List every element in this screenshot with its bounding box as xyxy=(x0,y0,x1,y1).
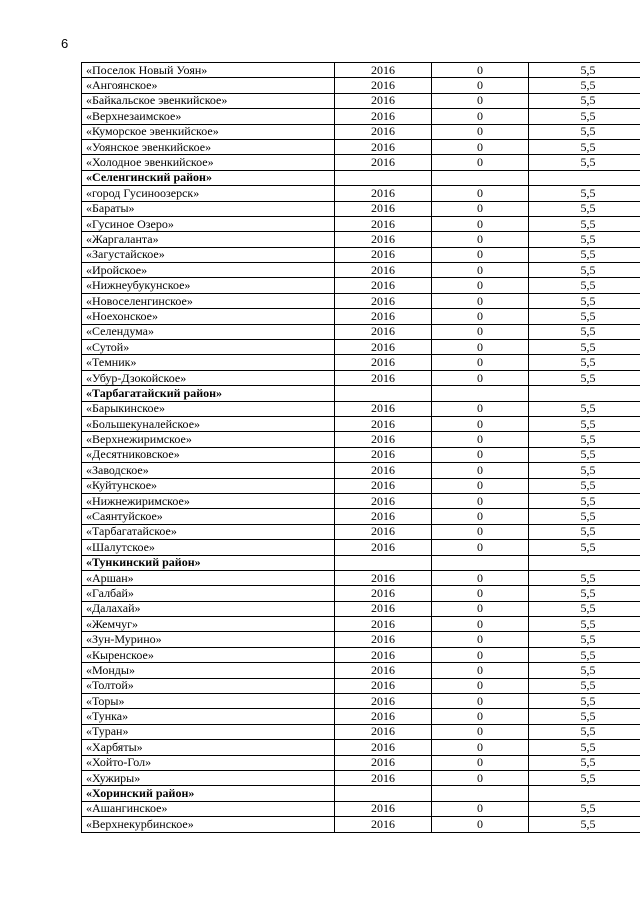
municipality-name-cell: «Заводское» xyxy=(82,463,335,478)
municipality-name-cell: «Нижнеубукунское» xyxy=(82,278,335,293)
municipality-name-cell: «Тункинский район» xyxy=(82,555,335,570)
value-cell: 0 xyxy=(432,324,529,339)
value-cell: 0 xyxy=(432,370,529,385)
municipality-name-cell: «Хужиры» xyxy=(82,770,335,785)
municipality-name-cell: «Селендума» xyxy=(82,324,335,339)
rate-cell: 5,5 xyxy=(529,540,640,555)
table-row xyxy=(82,416,640,431)
rate-cell: 5,5 xyxy=(529,78,640,93)
value-cell: 0 xyxy=(432,632,529,647)
rate-cell: 5,5 xyxy=(529,724,640,739)
district-header-row xyxy=(82,786,640,801)
value-cell: 0 xyxy=(432,232,529,247)
table-row xyxy=(82,186,640,201)
value-cell: 0 xyxy=(432,617,529,632)
value-cell: 0 xyxy=(432,447,529,462)
rate-cell xyxy=(529,555,640,570)
rate-cell: 5,5 xyxy=(529,432,640,447)
rate-cell: 5,5 xyxy=(529,647,640,662)
municipality-name-cell: «Аршан» xyxy=(82,570,335,585)
table-row xyxy=(82,293,640,308)
value-cell: 0 xyxy=(432,278,529,293)
table-row xyxy=(82,432,640,447)
table-row xyxy=(82,709,640,724)
table-row xyxy=(82,232,640,247)
value-cell: 0 xyxy=(432,694,529,709)
municipality-name-cell: «Тарбагатайское» xyxy=(82,524,335,539)
year-cell: 2016 xyxy=(335,570,432,585)
rate-cell: 5,5 xyxy=(529,463,640,478)
table-row xyxy=(82,370,640,385)
rate-cell: 5,5 xyxy=(529,401,640,416)
table-body xyxy=(82,63,640,833)
municipality-name-cell: «Хоринский район» xyxy=(82,786,335,801)
year-cell: 2016 xyxy=(335,324,432,339)
year-cell: 2016 xyxy=(335,478,432,493)
rate-cell: 5,5 xyxy=(529,601,640,616)
table-row xyxy=(82,93,640,108)
year-cell: 2016 xyxy=(335,509,432,524)
year-cell: 2016 xyxy=(335,139,432,154)
year-cell: 2016 xyxy=(335,540,432,555)
rate-cell: 5,5 xyxy=(529,524,640,539)
table-row xyxy=(82,801,640,816)
table-row xyxy=(82,740,640,755)
municipality-name-cell: «Ноехонское» xyxy=(82,309,335,324)
table-row xyxy=(82,770,640,785)
rate-cell: 5,5 xyxy=(529,478,640,493)
rate-cell: 5,5 xyxy=(529,709,640,724)
value-cell: 0 xyxy=(432,201,529,216)
value-cell: 0 xyxy=(432,663,529,678)
value-cell: 0 xyxy=(432,540,529,555)
year-cell: 2016 xyxy=(335,370,432,385)
year-cell xyxy=(335,786,432,801)
rate-cell: 5,5 xyxy=(529,801,640,816)
value-cell xyxy=(432,170,529,185)
rate-cell: 5,5 xyxy=(529,93,640,108)
value-cell: 0 xyxy=(432,216,529,231)
year-cell: 2016 xyxy=(335,601,432,616)
rate-cell: 5,5 xyxy=(529,186,640,201)
table-row xyxy=(82,401,640,416)
rate-cell: 5,5 xyxy=(529,509,640,524)
municipality-name-cell: «Торы» xyxy=(82,694,335,709)
table-row xyxy=(82,694,640,709)
table-row xyxy=(82,632,640,647)
value-cell: 0 xyxy=(432,293,529,308)
value-cell: 0 xyxy=(432,109,529,124)
municipality-name-cell: «Саянтуйское» xyxy=(82,509,335,524)
table-row xyxy=(82,493,640,508)
rate-cell: 5,5 xyxy=(529,617,640,632)
value-cell: 0 xyxy=(432,401,529,416)
table-row xyxy=(82,78,640,93)
district-header-row xyxy=(82,170,640,185)
page-number: 6 xyxy=(61,36,69,51)
municipality-name-cell: «Далахай» xyxy=(82,601,335,616)
municipality-name-cell: «Куморское эвенкийское» xyxy=(82,124,335,139)
year-cell xyxy=(335,555,432,570)
value-cell: 0 xyxy=(432,93,529,108)
rate-cell: 5,5 xyxy=(529,493,640,508)
value-cell: 0 xyxy=(432,478,529,493)
year-cell: 2016 xyxy=(335,755,432,770)
municipality-name-cell: «Поселок Новый Уоян» xyxy=(82,63,335,78)
rate-cell: 5,5 xyxy=(529,216,640,231)
year-cell: 2016 xyxy=(335,232,432,247)
value-cell: 0 xyxy=(432,817,529,832)
municipality-name-cell: «Куйтунское» xyxy=(82,478,335,493)
table-row xyxy=(82,447,640,462)
table-row xyxy=(82,139,640,154)
value-cell: 0 xyxy=(432,740,529,755)
year-cell: 2016 xyxy=(335,740,432,755)
rate-cell: 5,5 xyxy=(529,355,640,370)
year-cell: 2016 xyxy=(335,263,432,278)
rate-cell xyxy=(529,386,640,401)
year-cell: 2016 xyxy=(335,355,432,370)
value-cell: 0 xyxy=(432,770,529,785)
year-cell: 2016 xyxy=(335,309,432,324)
municipality-name-cell: «Гусиное Озеро» xyxy=(82,216,335,231)
year-cell: 2016 xyxy=(335,416,432,431)
value-cell: 0 xyxy=(432,724,529,739)
rate-cell: 5,5 xyxy=(529,232,640,247)
value-cell xyxy=(432,386,529,401)
table-row xyxy=(82,109,640,124)
table-row xyxy=(82,817,640,832)
year-cell xyxy=(335,170,432,185)
table-row xyxy=(82,617,640,632)
municipality-name-cell: «Убур-Дзокойское» xyxy=(82,370,335,385)
rate-cell: 5,5 xyxy=(529,139,640,154)
rate-cell: 5,5 xyxy=(529,63,640,78)
year-cell: 2016 xyxy=(335,340,432,355)
rate-cell: 5,5 xyxy=(529,632,640,647)
table-row xyxy=(82,478,640,493)
municipality-name-cell: «Нижнежиримское» xyxy=(82,493,335,508)
table-row xyxy=(82,663,640,678)
rate-cell: 5,5 xyxy=(529,447,640,462)
municipality-name-cell: «Жемчуг» xyxy=(82,617,335,632)
value-cell: 0 xyxy=(432,416,529,431)
year-cell: 2016 xyxy=(335,293,432,308)
year-cell: 2016 xyxy=(335,447,432,462)
table-row xyxy=(82,340,640,355)
value-cell: 0 xyxy=(432,801,529,816)
rate-cell: 5,5 xyxy=(529,755,640,770)
year-cell: 2016 xyxy=(335,109,432,124)
value-cell: 0 xyxy=(432,247,529,262)
district-header-row xyxy=(82,555,640,570)
table-row xyxy=(82,647,640,662)
rate-cell: 5,5 xyxy=(529,694,640,709)
year-cell xyxy=(335,386,432,401)
value-cell: 0 xyxy=(432,309,529,324)
rate-cell: 5,5 xyxy=(529,340,640,355)
municipality-name-cell: «Кыренское» xyxy=(82,647,335,662)
year-cell: 2016 xyxy=(335,93,432,108)
district-header-row xyxy=(82,386,640,401)
value-cell: 0 xyxy=(432,463,529,478)
table-row xyxy=(82,509,640,524)
table-row xyxy=(82,247,640,262)
table-row xyxy=(82,124,640,139)
year-cell: 2016 xyxy=(335,493,432,508)
year-cell: 2016 xyxy=(335,63,432,78)
municipality-name-cell: «Ашангинское» xyxy=(82,801,335,816)
table-row xyxy=(82,63,640,78)
value-cell: 0 xyxy=(432,570,529,585)
value-cell: 0 xyxy=(432,355,529,370)
municipality-name-cell: «Толтой» xyxy=(82,678,335,693)
table-row xyxy=(82,155,640,170)
table-row xyxy=(82,324,640,339)
municipality-name-cell: «Большекуналейское» xyxy=(82,416,335,431)
value-cell: 0 xyxy=(432,524,529,539)
rate-cell: 5,5 xyxy=(529,740,640,755)
value-cell: 0 xyxy=(432,647,529,662)
municipality-name-cell: «город Гусиноозерск» xyxy=(82,186,335,201)
table-row xyxy=(82,678,640,693)
rate-cell: 5,5 xyxy=(529,586,640,601)
municipality-name-cell: «Барыкинское» xyxy=(82,401,335,416)
table-row xyxy=(82,755,640,770)
municipality-table xyxy=(81,62,640,833)
table-row xyxy=(82,216,640,231)
rate-cell xyxy=(529,786,640,801)
year-cell: 2016 xyxy=(335,617,432,632)
year-cell: 2016 xyxy=(335,216,432,231)
municipality-name-cell: «Темник» xyxy=(82,355,335,370)
municipality-name-cell: «Шалутское» xyxy=(82,540,335,555)
rate-cell: 5,5 xyxy=(529,247,640,262)
year-cell: 2016 xyxy=(335,724,432,739)
table-row xyxy=(82,601,640,616)
year-cell: 2016 xyxy=(335,247,432,262)
value-cell: 0 xyxy=(432,124,529,139)
value-cell: 0 xyxy=(432,509,529,524)
municipality-name-cell: «Хойто-Гол» xyxy=(82,755,335,770)
table-row xyxy=(82,263,640,278)
municipality-name-cell: «Ангоянское» xyxy=(82,78,335,93)
year-cell: 2016 xyxy=(335,186,432,201)
value-cell: 0 xyxy=(432,678,529,693)
value-cell: 0 xyxy=(432,432,529,447)
year-cell: 2016 xyxy=(335,663,432,678)
value-cell: 0 xyxy=(432,63,529,78)
rate-cell: 5,5 xyxy=(529,416,640,431)
rate-cell: 5,5 xyxy=(529,370,640,385)
year-cell: 2016 xyxy=(335,801,432,816)
value-cell xyxy=(432,555,529,570)
value-cell: 0 xyxy=(432,586,529,601)
value-cell: 0 xyxy=(432,263,529,278)
municipality-name-cell: «Верхнежиримское» xyxy=(82,432,335,447)
municipality-name-cell: «Галбай» xyxy=(82,586,335,601)
municipality-name-cell: «Верхнезаимское» xyxy=(82,109,335,124)
municipality-name-cell: «Холодное эвенкийское» xyxy=(82,155,335,170)
table-row xyxy=(82,724,640,739)
rate-cell: 5,5 xyxy=(529,817,640,832)
rate-cell: 5,5 xyxy=(529,663,640,678)
municipality-name-cell: «Сутой» xyxy=(82,340,335,355)
table-row xyxy=(82,278,640,293)
value-cell: 0 xyxy=(432,601,529,616)
value-cell: 0 xyxy=(432,78,529,93)
table-row xyxy=(82,309,640,324)
value-cell: 0 xyxy=(432,340,529,355)
year-cell: 2016 xyxy=(335,401,432,416)
rate-cell: 5,5 xyxy=(529,201,640,216)
rate-cell: 5,5 xyxy=(529,770,640,785)
year-cell: 2016 xyxy=(335,432,432,447)
value-cell: 0 xyxy=(432,139,529,154)
value-cell xyxy=(432,786,529,801)
municipality-name-cell: «Зун-Мурино» xyxy=(82,632,335,647)
municipality-name-cell: «Байкальское эвенкийское» xyxy=(82,93,335,108)
table-row xyxy=(82,586,640,601)
year-cell: 2016 xyxy=(335,678,432,693)
table-row xyxy=(82,201,640,216)
rate-cell: 5,5 xyxy=(529,278,640,293)
rate-cell: 5,5 xyxy=(529,263,640,278)
municipality-name-cell: «Новоселенгинское» xyxy=(82,293,335,308)
year-cell: 2016 xyxy=(335,647,432,662)
year-cell: 2016 xyxy=(335,201,432,216)
municipality-name-cell: «Туран» xyxy=(82,724,335,739)
table-row xyxy=(82,355,640,370)
rate-cell: 5,5 xyxy=(529,155,640,170)
year-cell: 2016 xyxy=(335,78,432,93)
year-cell: 2016 xyxy=(335,155,432,170)
rate-cell: 5,5 xyxy=(529,309,640,324)
rate-cell: 5,5 xyxy=(529,570,640,585)
table-row xyxy=(82,540,640,555)
rate-cell: 5,5 xyxy=(529,293,640,308)
year-cell: 2016 xyxy=(335,524,432,539)
rate-cell: 5,5 xyxy=(529,678,640,693)
year-cell: 2016 xyxy=(335,463,432,478)
year-cell: 2016 xyxy=(335,632,432,647)
year-cell: 2016 xyxy=(335,709,432,724)
municipality-name-cell: «Иройское» xyxy=(82,263,335,278)
year-cell: 2016 xyxy=(335,124,432,139)
municipality-name-cell: «Верхнекурбинское» xyxy=(82,817,335,832)
table-row xyxy=(82,570,640,585)
municipality-name-cell: «Жаргаланта» xyxy=(82,232,335,247)
municipality-name-cell: «Тарбагатайский район» xyxy=(82,386,335,401)
municipality-name-cell: «Уоянское эвенкийское» xyxy=(82,139,335,154)
year-cell: 2016 xyxy=(335,770,432,785)
value-cell: 0 xyxy=(432,709,529,724)
municipality-name-cell: «Загустайское» xyxy=(82,247,335,262)
year-cell: 2016 xyxy=(335,278,432,293)
municipality-name-cell: «Селенгинский район» xyxy=(82,170,335,185)
municipality-name-cell: «Бараты» xyxy=(82,201,335,216)
value-cell: 0 xyxy=(432,186,529,201)
rate-cell xyxy=(529,170,640,185)
municipality-name-cell: «Харбяты» xyxy=(82,740,335,755)
value-cell: 0 xyxy=(432,755,529,770)
rate-cell: 5,5 xyxy=(529,324,640,339)
municipality-name-cell: «Десятниковское» xyxy=(82,447,335,462)
rate-cell: 5,5 xyxy=(529,109,640,124)
year-cell: 2016 xyxy=(335,586,432,601)
municipality-name-cell: «Тунка» xyxy=(82,709,335,724)
table-row xyxy=(82,463,640,478)
value-cell: 0 xyxy=(432,493,529,508)
value-cell: 0 xyxy=(432,155,529,170)
table-row xyxy=(82,524,640,539)
municipality-name-cell: «Монды» xyxy=(82,663,335,678)
year-cell: 2016 xyxy=(335,694,432,709)
rate-cell: 5,5 xyxy=(529,124,640,139)
year-cell: 2016 xyxy=(335,817,432,832)
